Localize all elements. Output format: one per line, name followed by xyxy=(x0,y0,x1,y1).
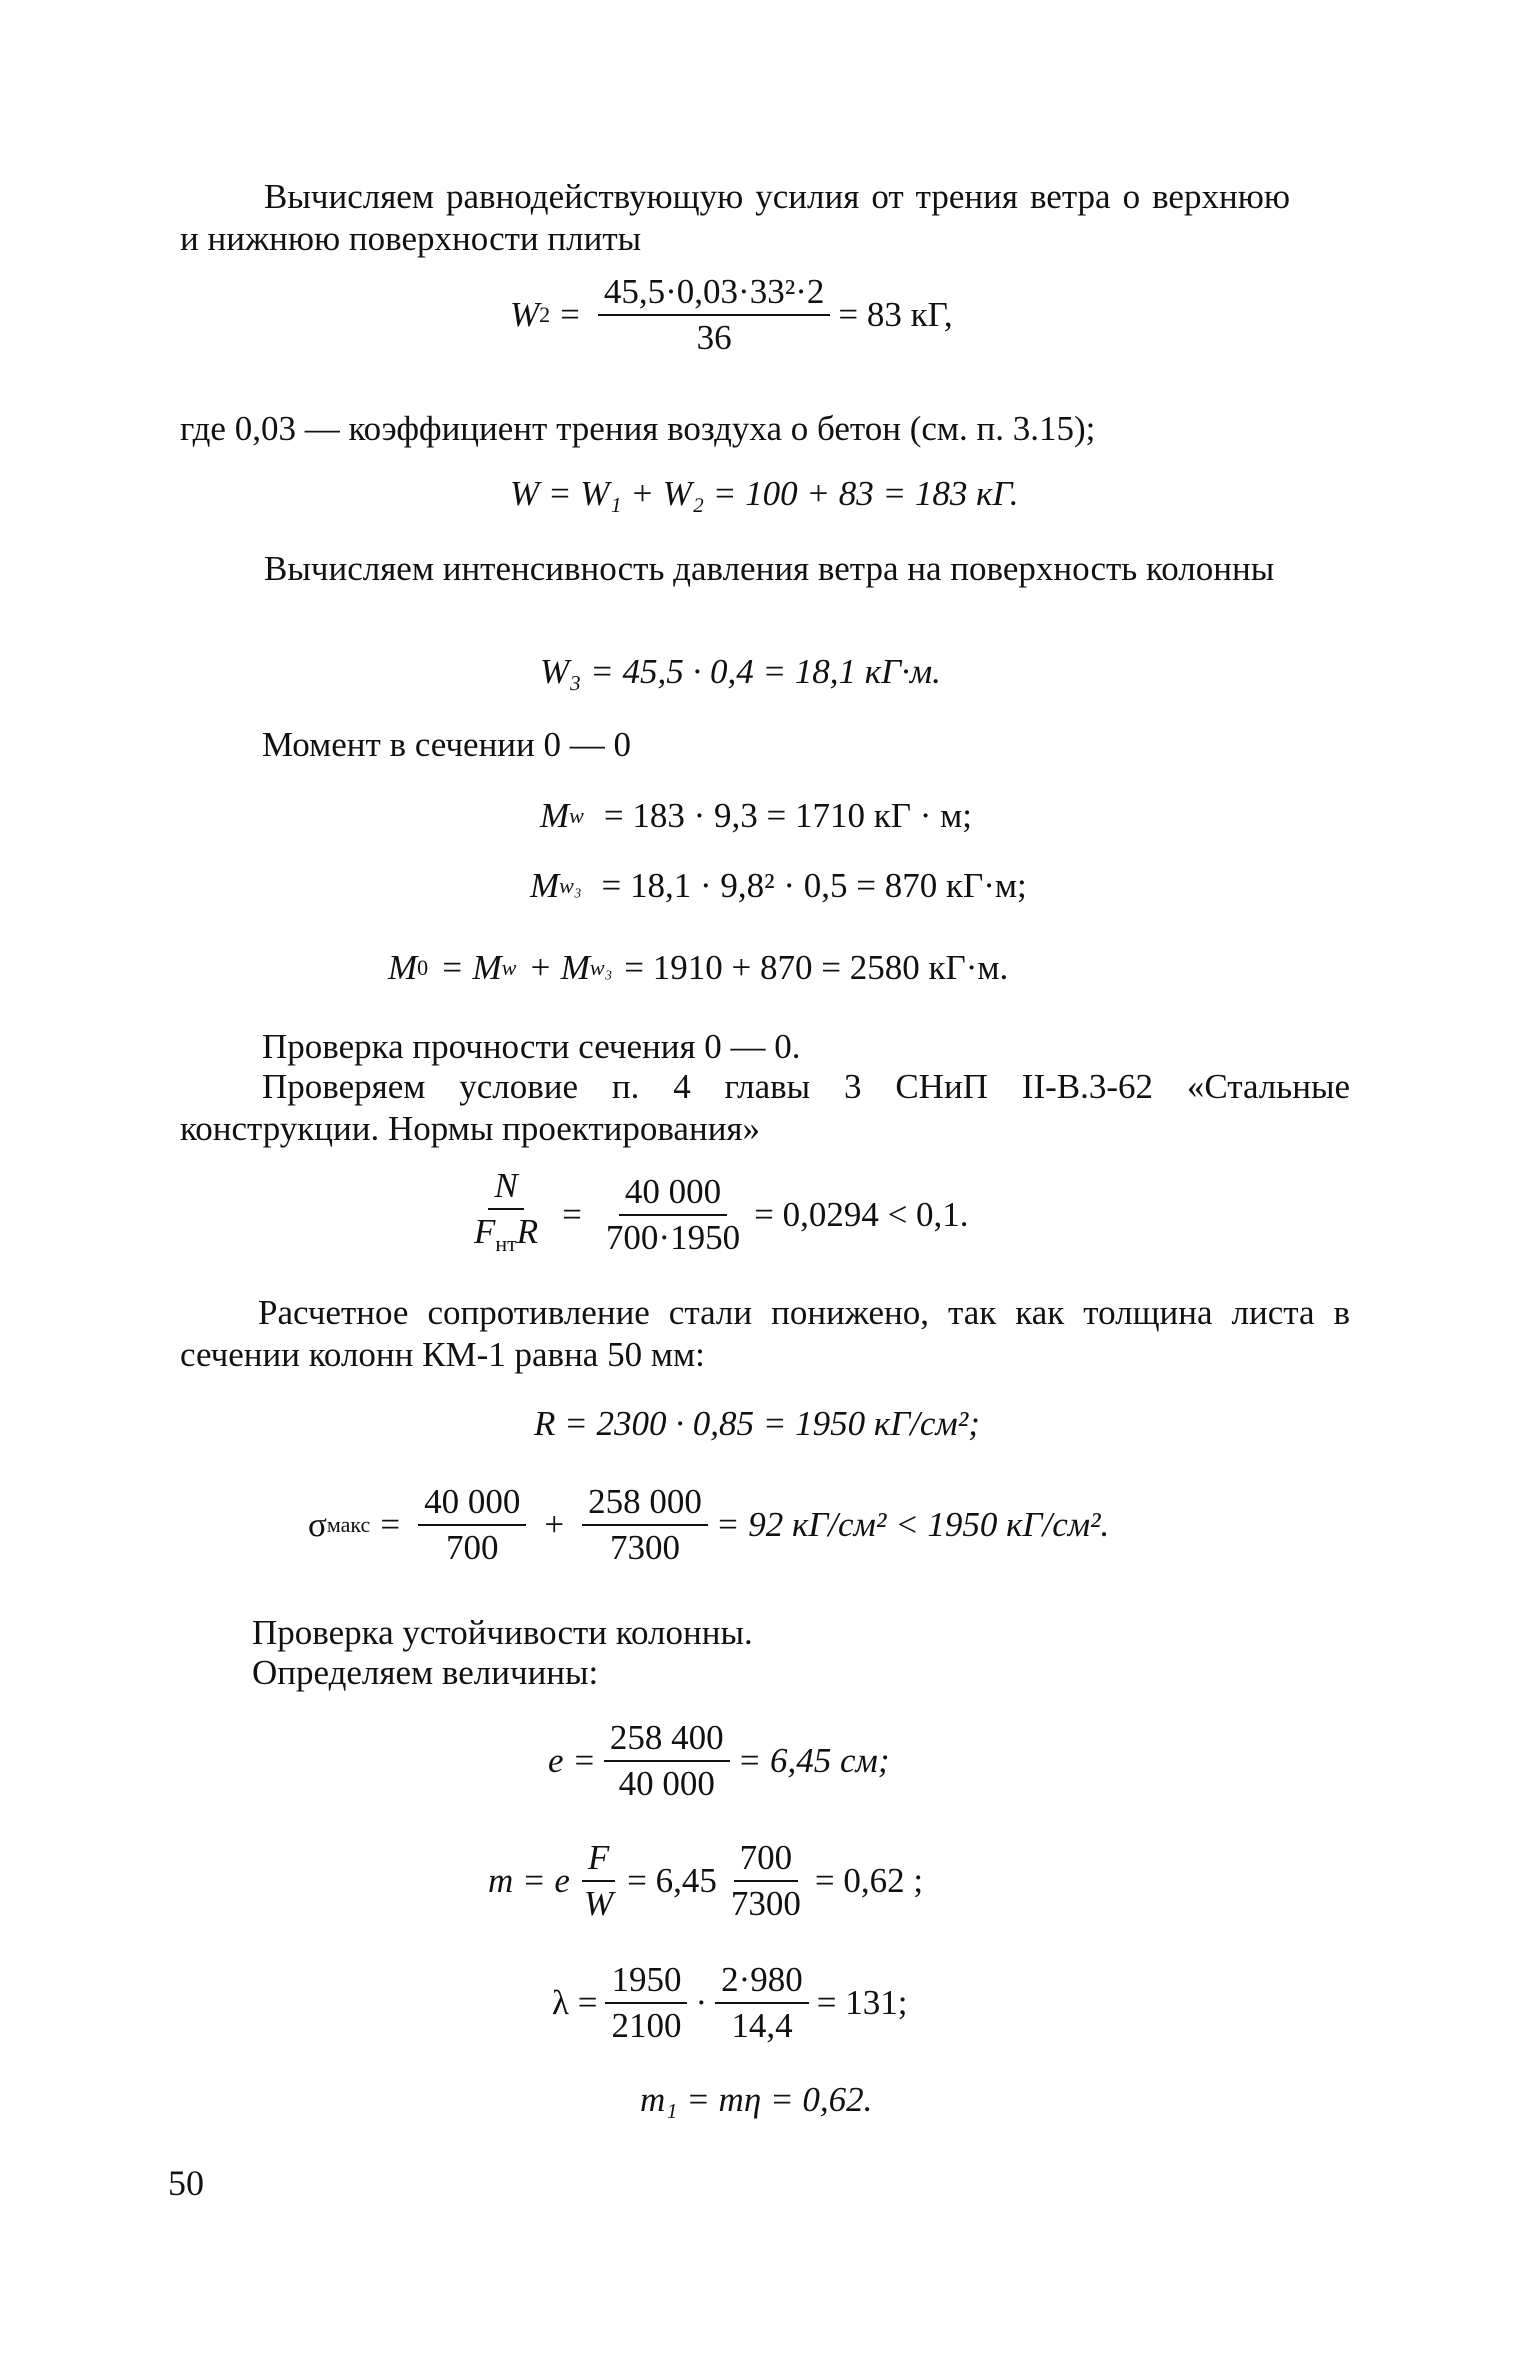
m-mid: = 6,45 xyxy=(627,1861,717,1900)
m-den-2: 7300 xyxy=(730,1884,801,1923)
m-num-2: 700 xyxy=(734,1838,799,1882)
formula-r xyxy=(534,1404,980,1444)
sigma-den-2: 7300 xyxy=(609,1528,680,1567)
paragraph-strength-check: Проверка прочности сечения 0 — 0. xyxy=(262,1027,801,1066)
m-lhs: m = e xyxy=(488,1861,570,1900)
m0-a: M xyxy=(388,948,418,987)
sigma-den-1: 700 xyxy=(445,1528,499,1567)
mw3-lhs: M xyxy=(530,866,560,905)
lambda-rhs: = 131; xyxy=(816,1983,908,2022)
m0-sub-a: 0 xyxy=(417,955,429,980)
page-number: 50 xyxy=(168,2163,204,2203)
lambda-fraction-2 xyxy=(715,1960,809,2046)
sigma-lhs-sub: макс xyxy=(326,1512,371,1537)
paragraph-resistance: Расчетное сопротивление стали понижено, так как толщина листа в сечении колонн КМ-1 равна 50 мм: xyxy=(180,1293,1350,1374)
formula-w-total xyxy=(510,474,1019,514)
e-lhs: e = xyxy=(548,1741,596,1780)
check-den-2: 700·1950 xyxy=(605,1218,741,1257)
m1-text: m₁ = mη = 0,62. xyxy=(640,2080,873,2119)
mw3-lhs-sub: w₃ xyxy=(559,873,582,898)
paragraph-stability: Проверка устойчивости колонны. xyxy=(252,1613,753,1652)
sigma-num-2: 258 000 xyxy=(582,1482,708,1526)
paragraph-define: Определяем величины: xyxy=(252,1653,599,1692)
w2-lhs: W xyxy=(510,295,540,334)
formula-m xyxy=(488,1838,923,1924)
w3-text: W₃ = 45,5 · 0,4 = 18,1 кГ·м. xyxy=(540,652,941,691)
w2-result: = 83 кГ, xyxy=(838,295,953,334)
e-den: 40 000 xyxy=(618,1764,715,1803)
check-den-1-f: F xyxy=(474,1212,496,1251)
e-fraction xyxy=(604,1718,730,1804)
formula-w3 xyxy=(540,652,941,692)
formula-w2: W 2 = $\frac{\text{45,5·0,03·33²·2}}{36}$ = 83 кГ, xyxy=(510,272,953,357)
check-den-1 xyxy=(468,1210,544,1264)
w2-lhs-sub: 2 xyxy=(539,302,551,327)
paragraph-condition: Проверяем условие п. 4 главы 3 СНиП II-В.3-62 «Стальные конструкции. Нормы проектирования» xyxy=(180,1067,1350,1148)
formula-mw xyxy=(540,796,972,836)
w2-denominator: 36 xyxy=(696,318,732,357)
m0-sub-c: w₃ xyxy=(589,955,613,980)
paragraph-intensity: Вычисляем интенсивность давления ветра на поверхность колонны xyxy=(264,549,1275,588)
m-fraction-1 xyxy=(578,1838,619,1924)
sigma-fraction-2 xyxy=(582,1482,708,1568)
mw3-rhs: = 18,1 · 9,8² · 0,5 = 870 кГ·м; xyxy=(601,866,1027,905)
paragraph-friction: Вычисляем равнодействующую усилия от трения ветра о верхнюю и нижнюю поверхности плиты xyxy=(180,177,1290,258)
formula-lambda: λ = $\frac{1950}{2100}$ · $\frac{2\cdot 980}{14,4}$ = 131; xyxy=(552,1960,908,2045)
check-num-2: 40 000 xyxy=(619,1172,727,1216)
e-num: 258 400 xyxy=(604,1718,730,1762)
m0-rhs: = 1910 + 870 = 2580 кГ·м. xyxy=(624,948,1009,987)
m0-b: = M xyxy=(440,948,502,987)
lambda-lhs: λ = xyxy=(552,1983,598,2022)
m0-c: + M xyxy=(528,948,590,987)
formula-sigma: σ макс = $\frac{40 000}{700}$ + $\frac{258 000}{7300}$ = 92 кГ/см² < 1950 кГ/см². xyxy=(308,1482,1110,1567)
mw-lhs: M xyxy=(540,796,570,835)
check-rhs: = 0,0294 < 0,1. xyxy=(754,1195,969,1234)
lambda-num-2: 2·980 xyxy=(715,1960,809,2004)
mw-rhs: = 183 · 9,3 = 1710 кГ · м; xyxy=(603,796,972,835)
check-den-1-sub: нт xyxy=(495,1231,517,1256)
m-den-1: W xyxy=(583,1884,614,1923)
w-total-text: W = W₁ + W₂ = 100 + 83 = 183 кГ. xyxy=(510,474,1019,513)
m0-sub-b: w xyxy=(501,955,517,980)
m-fraction-2 xyxy=(725,1838,807,1924)
m-rhs: = 0,62 ; xyxy=(814,1861,924,1900)
sigma-rhs: = 92 кГ/см² < 1950 кГ/см². xyxy=(715,1505,1110,1544)
lambda-num-1: 1950 xyxy=(605,1960,687,2004)
check-fraction-2 xyxy=(600,1172,746,1258)
e-rhs: = 6,45 см; xyxy=(737,1741,890,1780)
lambda-den-2: 14,4 xyxy=(731,2006,793,2045)
formula-e xyxy=(548,1718,890,1804)
mw-lhs-sub: w xyxy=(569,803,584,828)
formula-m1 xyxy=(640,2080,872,2120)
lambda-fraction-1 xyxy=(605,1960,687,2046)
sigma-lhs: σ xyxy=(308,1505,327,1544)
m-num-1: F xyxy=(582,1838,615,1882)
check-num-1: N xyxy=(488,1166,523,1210)
formula-m0 xyxy=(388,948,1008,988)
formula-check: $\frac{N}{F_{нт}R}$ = $\frac{40 000}{700\cdot 1950}$ = 0,0294 < 0,1. xyxy=(460,1166,969,1264)
formula-mw3 xyxy=(530,866,1027,906)
sigma-fraction-1 xyxy=(418,1482,526,1568)
w2-fraction xyxy=(598,272,830,358)
r-text: R = 2300 · 0,85 = 1950 кГ/см²; xyxy=(534,1404,980,1443)
paragraph-moment: Момент в сечении 0 — 0 xyxy=(262,725,632,764)
check-den-1-tail: R xyxy=(516,1212,539,1251)
check-fraction-1 xyxy=(468,1166,544,1264)
w2-numerator: 45,5·0,03·33²·2 xyxy=(598,272,830,316)
lambda-den-1: 2100 xyxy=(611,2006,682,2045)
paragraph-coefficient: где 0,03 — коэффициент трения воздуха о бетон (см. п. 3.15); xyxy=(180,409,1096,448)
sigma-num-1: 40 000 xyxy=(418,1482,526,1526)
